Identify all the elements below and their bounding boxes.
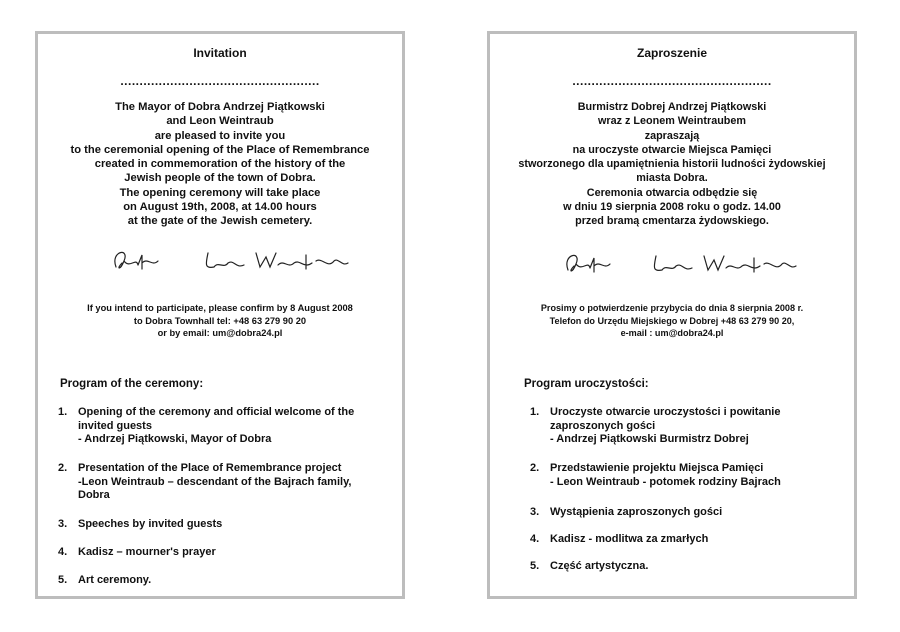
item-number: 5. (530, 560, 540, 572)
item-line: - Andrzej Piątkowski, Mayor of Dobra (78, 433, 272, 445)
rsvp-info (44, 302, 396, 340)
item-line: Opening of the ceremony and official welcome of the (78, 406, 355, 418)
item-number: 1. (58, 406, 68, 418)
item-line: -Leon Weintraub – descendant of the Bajrach family, (78, 475, 352, 488)
rsvp-line: e-mail : um@dobra24.pl (620, 328, 724, 338)
item-line: zaproszonych gości (550, 419, 656, 432)
body-line: on August 19th, 2008, at 14.00 hours (123, 201, 317, 214)
item-line: - Andrzej Piątkowski Burmistrz Dobrej (550, 433, 749, 445)
item-number: 1. (530, 406, 540, 418)
invitation-card-english (35, 31, 405, 599)
rsvp-line: or by email: um@dobra24.pl (157, 328, 283, 338)
body-line: stworzonego dla upamiętnienia historii ludności żydowskiej (518, 158, 826, 171)
signatures (490, 242, 854, 282)
dotted-line: .................................................... (572, 74, 772, 88)
item-line: Uroczyste otwarcie uroczystości i powitanie (550, 406, 781, 418)
body-line: are pleased to invite you (154, 129, 286, 142)
body-line: wraz z Leonem Weintraubem (598, 115, 746, 128)
body-line: at the gate of the Jewish cemetery. (127, 215, 313, 228)
item-line: Przedstawienie projektu Miejsca Pamięci (550, 462, 764, 474)
card-title: Invitation (193, 46, 247, 60)
body-line: Ceremonia otwarcia odbędzie się (586, 186, 758, 199)
body-line: The opening ceremony will take place (119, 186, 321, 199)
invitation-card-polish (487, 31, 857, 599)
item-number: 3. (58, 518, 68, 530)
rsvp-info (496, 302, 848, 340)
item-line: Wystąpienia zaproszonych gości (550, 506, 723, 518)
signatures (38, 239, 402, 279)
item-line: Kadisz – mourner's prayer (78, 546, 216, 558)
item-number: 2. (530, 462, 540, 474)
invitation-body (44, 100, 396, 229)
dotted-line: .................................................... (120, 74, 320, 88)
rsvp-line: Prosimy o potwierdzenie przybycia do dnia 8 sierpnia 2008 r. (540, 303, 804, 313)
item-line: Dobra (78, 489, 110, 501)
body-line: miasta Dobra. (636, 172, 708, 185)
item-line: Presentation of the Place of Remembrance project (78, 462, 342, 474)
rsvp-line: Telefon do Urzędu Miejskiego w Dobrej +48 63 279 90 20, (549, 315, 795, 326)
invitation-body (496, 100, 848, 229)
body-line: zapraszają (644, 129, 700, 142)
item-number: 3. (530, 506, 540, 518)
item-line: - Leon Weintraub - potomek rodziny Bajrach (550, 475, 781, 488)
body-line: The Mayor of Dobra Andrzej Piątkowski (115, 101, 325, 113)
item-line: Kadisz - modlitwa za zmarłych (550, 533, 709, 545)
body-line: Jewish people of the town of Dobra. (124, 172, 316, 185)
body-line: przed bramą cmentarza żydowskiego. (575, 215, 769, 228)
item-number: 2. (58, 462, 68, 474)
body-line: and Leon Weintraub (166, 115, 274, 128)
body-line: na uroczyste otwarcie Miejsca Pamięci (572, 143, 772, 156)
program-title: Program of the ceremony: (60, 378, 204, 390)
rsvp-line: If you intend to participate, please confirm by 8 August 2008 (87, 303, 353, 313)
body-line: Burmistrz Dobrej Andrzej Piątkowski (577, 101, 767, 113)
item-line: Speeches by invited guests (78, 518, 223, 530)
item-line: Część artystyczna. (550, 560, 649, 572)
body-line: created in commemoration of the history of the (94, 158, 346, 171)
item-number: 4. (530, 533, 540, 545)
body-line: to the ceremonial opening of the Place of Remembrance (70, 143, 370, 156)
body-line: w dniu 19 sierpnia 2008 roku o godz. 14.00 (563, 201, 781, 214)
item-line: invited guests (78, 419, 152, 432)
item-number: 4. (58, 546, 68, 558)
card-title: Zaproszenie (636, 46, 708, 60)
rsvp-line: to Dobra Townhall tel: +48 63 279 90 20 (133, 315, 307, 326)
item-number: 5. (58, 574, 68, 586)
program-title: Program uroczystości: (524, 378, 649, 390)
item-line: Art ceremony. (78, 574, 152, 586)
